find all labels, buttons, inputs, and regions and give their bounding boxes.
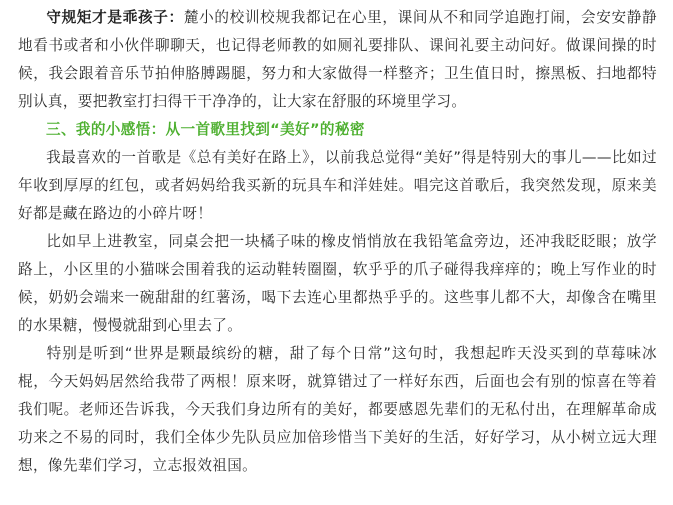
paragraph-favorite-song [18,144,657,228]
paragraph-body: 特别是听到“世界是颗最缤纷的糖，甜了每个日常”这句时，我想起昨天没买到的草莓味冰棍，今天妈妈居然给我带了两根！原来呀，就算错过了一样好东西，后面也会有别的惊喜在等着我们呢。老师还告诉我，今天我们身边所有的美好，都要感恩先辈们的无私付出，在理解革命成功来之不易的同时，我们全体少先队员应加倍珍惜当下美好的生活，好好学习，从小树立远大理想，像先辈们学习，立志报效祖国。 [18,345,657,474]
paragraph-body: 比如早上进教室，同桌会把一块橘子味的橡皮悄悄放在我铅笔盒旁边，还冲我眨眨眼；放学路上，小区里的小猫咪会围着我的运动鞋转圈圈，软乎乎的爪子碰得我痒痒的；晚上写作业的时候，奶奶会端来一碗甜甜的红薯汤，喝下去连心里都热乎乎的。这些事儿都不大，却像含在嘴里的水果糖，慢慢就甜到心里去了。 [18,233,657,334]
paragraph-small-joys [18,228,657,340]
paragraph-body: 我最喜欢的一首歌是《总有美好在路上》，以前我总觉得“美好”得是特别大的事儿——比如过年收到厚厚的红包，或者妈妈给我买新的玩具车和洋娃娃。唱完这首歌后，我突然发现，原来美好都是藏在路边的小碎片呀！ [18,149,657,222]
paragraph-rules [18,4,657,116]
section-heading: 三、我的小感悟：从一首歌里找到“美好”的秘密 [46,121,365,138]
paragraph-lead-title: 守规矩才是乖孩子： [46,9,184,26]
paragraph-gratitude [18,340,657,480]
paragraph-body: 麓小的校训校规我都记在心里，课间从不和同学追跑打闹，会安安静静地看书或者和小伙伴聊聊天，也记得老师教的如厕礼要排队、课间礼要主动问好。做课间操的时候，我会跟着音乐节拍伸胳膊踢腿，努力和大家做得一样整齐；卫生值日时，擦黑板、扫地都特别认真，要把教室打扫得干干净净的，让大家在舒服的环境里学习。 [18,9,657,110]
